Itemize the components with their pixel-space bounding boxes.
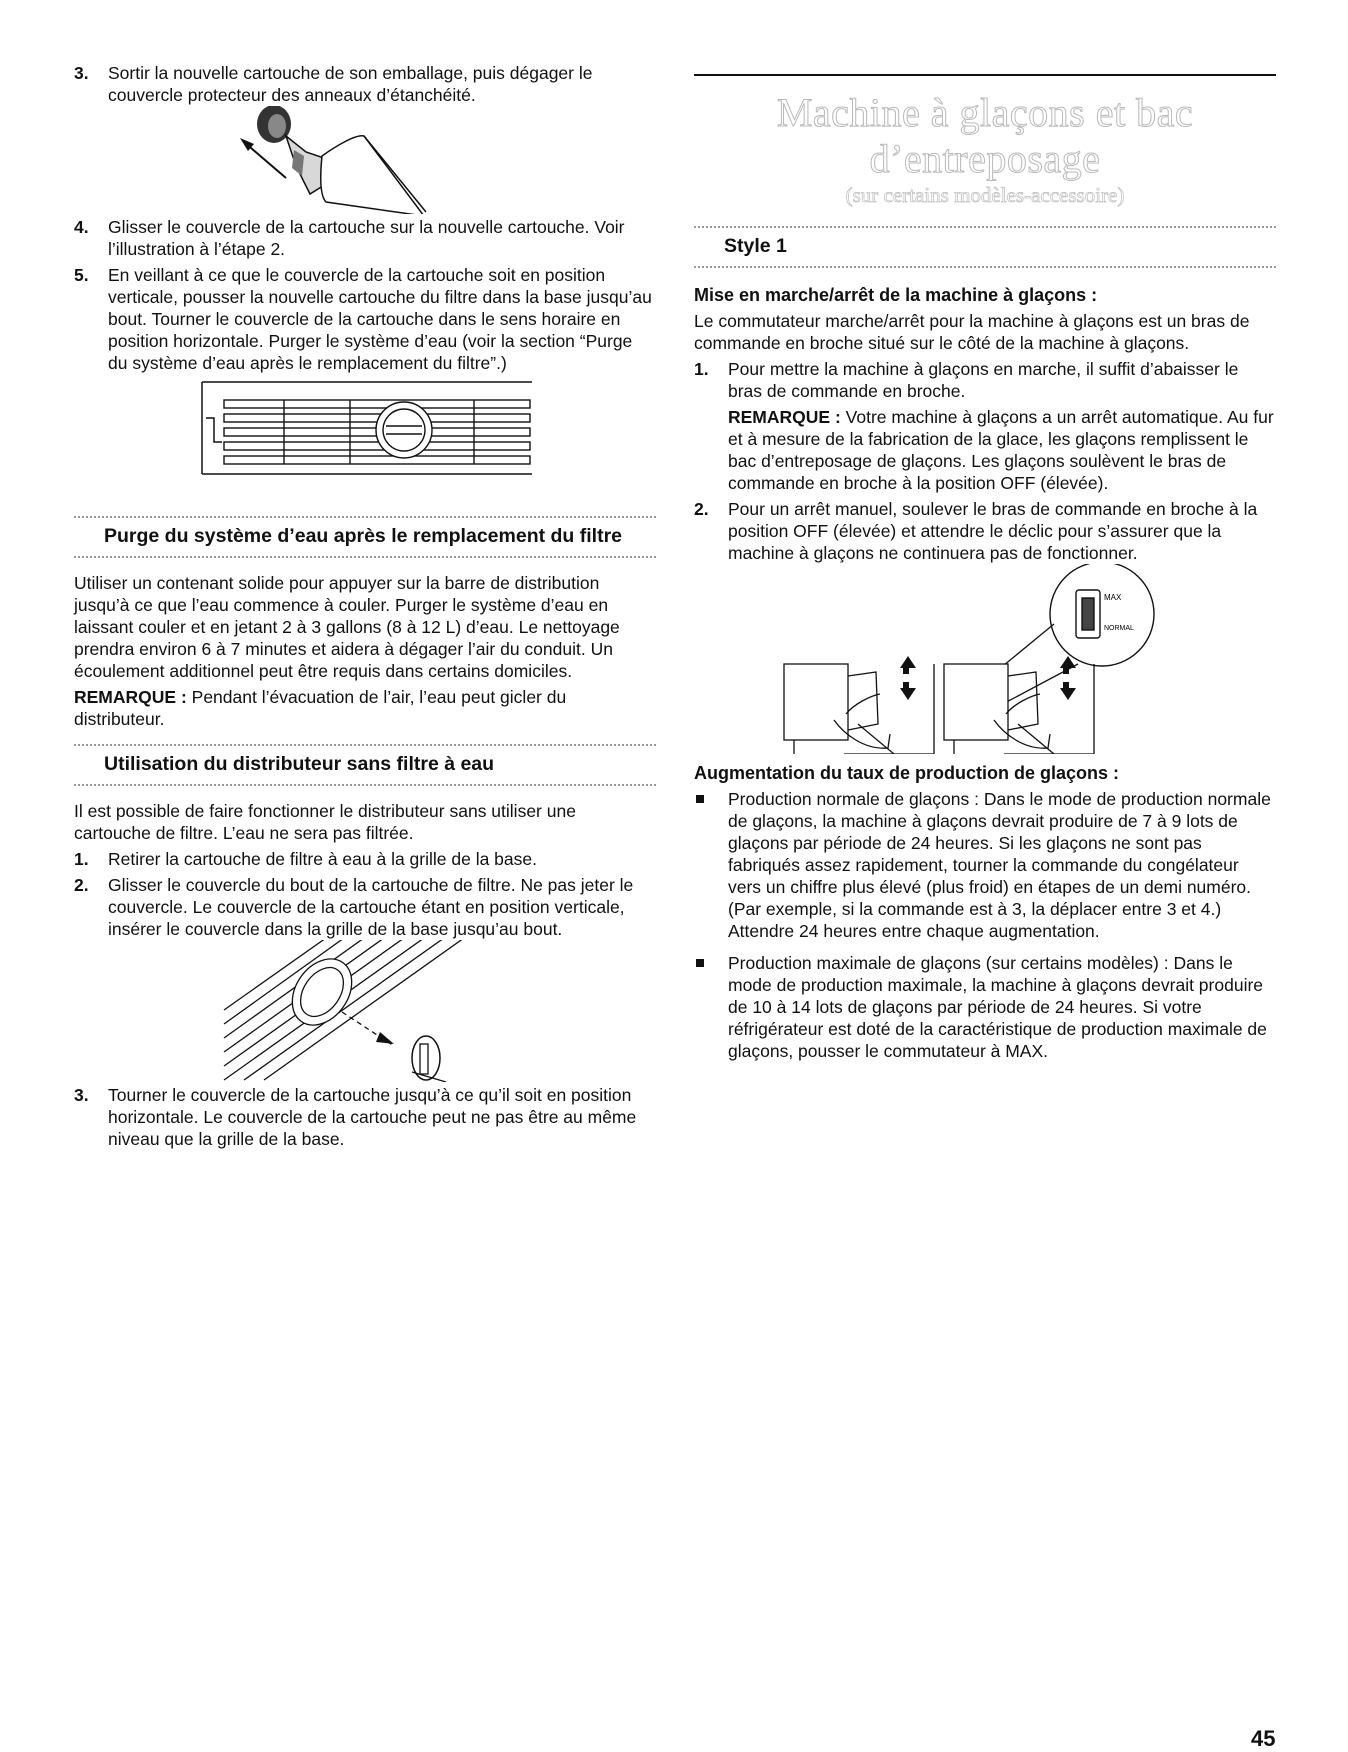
divider — [74, 556, 656, 558]
no-filter-step-1 — [74, 848, 656, 870]
switch-normal-label: NORMAL — [1104, 625, 1134, 632]
section-title: Machine à glaçons et bac d’entreposage — [776, 90, 1194, 181]
no-filter-step-3 — [74, 1084, 656, 1150]
note-text: Pendant l’évacuation de l’air, l’eau peut gicler du distributeur. — [74, 687, 567, 729]
bullet-icon — [696, 795, 704, 803]
divider — [694, 266, 1276, 268]
step-number: 1. — [74, 849, 89, 869]
step-number: 4. — [74, 217, 89, 237]
purge-paragraph: Utiliser un contenant solide pour appuyer sur la barre de distribution jusqu’à ce que l’eau commence à couler. Purger le système d’eau en laissant couler et en jetant 2 à 3 gallons (8 à 12 L) d’eau. Le nettoyage prendra environ 6 à 7 minutes et aidera à dégager l’air du conduit. Un écoulement additionnel peut être requis dans certains domiciles. — [74, 573, 620, 681]
onoff-step-2 — [694, 498, 1276, 564]
step-text: Sortir la nouvelle cartouche de son emballage, puis dégager le couvercle protecteur des anneaux d’étanchéité. — [108, 63, 593, 105]
increase-heading: Augmentation du taux de production de glaçons : — [694, 763, 1120, 783]
step-4-slide-cap — [74, 216, 656, 260]
onoff-note — [694, 406, 1276, 494]
step-number: 5. — [74, 265, 89, 285]
step-text: Retirer la cartouche de filtre à eau à la grille de la base. — [108, 849, 537, 869]
onoff-paragraph: Le commutateur marche/arrêt pour la machine à glaçons est un bras de commande en broche situé sur le côté de la machine à glaçons. — [694, 311, 1250, 353]
step-text: En veillant à ce que le couvercle de la cartouche soit en position verticale, pousser la nouvelle cartouche du filtre dans la base jusqu’au bout. Tourner le couvercle de la cartouche dans le sens horaire en position horizontale. Purger le système d’eau (voir la section “Purge du système d’eau après le remplacement du filtre”.) — [108, 265, 652, 373]
step-text: Tourner le couvercle de la cartouche jusqu’à ce qu’il soit en position horizontale. Le couvercle de la cartouche peut ne pas être au même niveau que la grille de la base. — [108, 1085, 637, 1149]
switch-max-label: MAX — [1104, 593, 1122, 602]
note-text: Votre machine à glaçons a un arrêt automatique. Au fur et à mesure de la fabrication de la glace, les glaçons remplissent le bac d’entreposage de glaçons. Les glaçons soulèvent le bras de commande en broche à la position OFF (élevée). — [728, 407, 1274, 493]
no-filter-heading: Utilisation du distributeur sans filtre à eau — [104, 753, 495, 775]
step-5-insert-cartridge — [74, 264, 656, 374]
step-number: 3. — [74, 1085, 89, 1105]
left-column — [74, 62, 656, 1150]
purge-heading: Purge du système d’eau après le remplacement du filtre — [104, 525, 623, 547]
step-text: Glisser le couvercle du bout de la cartouche de filtre. Ne pas jeter le couvercle. Le couvercle de la cartouche étant en position verticale, insérer le couvercle dans la grille de la base jusqu’au bout. — [108, 875, 634, 939]
base-grille-illustration — [74, 378, 656, 496]
step-number: 2. — [694, 499, 709, 519]
step-text: Glisser le couvercle de la cartouche sur la nouvelle cartouche. Voir l’illustration à l’étape 2. — [108, 217, 625, 259]
step-number: 2. — [74, 875, 89, 895]
step-text: Pour un arrêt manuel, soulever le bras de commande en broche à la position OFF (élevée) et attendre le déclic pour s’assurer que la machine à glaçons ne continuera pas de fonctionner. — [728, 499, 1258, 563]
cartridge-cap-illustration — [74, 106, 656, 214]
style-heading: Style 1 — [724, 235, 787, 257]
ice-maker-switch-illustration — [694, 564, 1276, 754]
divider — [74, 784, 656, 786]
section-subtitle: (sur certains modèles-accessoire) — [845, 183, 1125, 207]
note-label: REMARQUE : — [728, 407, 841, 427]
top-rule — [694, 74, 1276, 76]
step-number: 1. — [694, 359, 709, 379]
bullet-text: Production maximale de glaçons (sur certains modèles) : Dans le mode de production maximale, la machine à glaçons devrait produire de 10 à 14 lots de glaçons par période de 24 heures. Si votre réfrigérateur est doté de la caractéristique de production maximale de glaçons, pousser le commutateur à MAX. — [728, 953, 1267, 1061]
grille-cap-illustration — [74, 940, 656, 1082]
onoff-heading: Mise en marche/arrêt de la machine à glaçons : — [694, 285, 1098, 305]
onoff-step-1 — [694, 358, 1276, 402]
no-filter-paragraph: Il est possible de faire fonctionner le distributeur sans utiliser une cartouche de filtre. L’eau ne sera pas filtrée. — [74, 801, 576, 843]
page-number: 45 — [1251, 1726, 1276, 1751]
purge-note — [74, 686, 656, 730]
bullet-text: Production normale de glaçons : Dans le mode de production normale de glaçons, la machine à glaçons devrait produire de 7 à 9 lots de glaçons par période de 24 heures. Si les glaçons ne sont pas fabriqués assez rapidement, tourner la commande du congélateur vers un chiffre plus élevé (plus froid) en étapes de un demi numéro. (Par exemple, si la commande est à 3, la déplacer entre 3 et 4.) Attendre 24 heures entre chaque augmentation. — [728, 789, 1271, 941]
increase-bullet-normal — [694, 788, 1276, 942]
increase-bullet-max — [694, 952, 1276, 1062]
no-filter-step-2 — [74, 874, 656, 940]
step-number: 3. — [74, 63, 89, 83]
step-3-unpack — [74, 62, 656, 106]
right-column — [694, 74, 1276, 1062]
step-text: Pour mettre la machine à glaçons en marche, il suffit d’abaisser le bras de commande en broche. — [728, 359, 1239, 401]
bullet-icon — [696, 959, 704, 967]
note-label: REMARQUE : — [74, 687, 187, 707]
